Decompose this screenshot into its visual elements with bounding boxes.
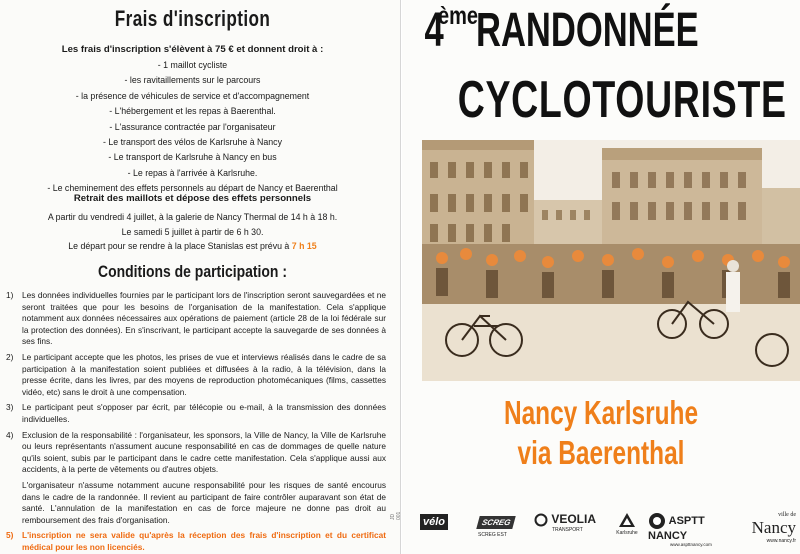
- condition-text: Exclusion de la responsabilité : l'organisateur, les sponsors, la Ville de Nancy, la Ville de Karlsruhe ou leurs représentants n'assument aucune responsabilité en cas de dommages de quelle nature qu'ils soient, subis par le participant dans le cadre cette manifestation. Cela s'applique aussi aux accidents, à la perte de vêtements ou d'autres objets.: [22, 429, 386, 475]
- condition-paragraph: L'organisateur n'assume notamment aucune responsabilité pour les risques de santé encourus dans le cadre de la randonnée. Il revient au participant de faire contrôler auparavant son état de santé. L'annulation de la manifestation en cas de force majeure ne donne pas droit au remboursement des frais d'organisation.: [22, 479, 386, 525]
- asptt-subtitle: www.aspttnancy.com: [670, 542, 712, 547]
- fees-item: - L'assurance contractée par l'organisateur: [109, 121, 276, 132]
- sponsor-ville-de-nancy-logo: [724, 512, 796, 544]
- nancy-logo-text: Nancy: [751, 518, 796, 537]
- velo-logo-text: vélo: [420, 514, 448, 530]
- fees-intro: Les frais d'inscription s'élèvent à 75 € et donnent droit à :: [61, 44, 324, 55]
- screg-logo-text: SCREG: [476, 516, 516, 529]
- asptt-icon: [648, 512, 666, 530]
- main-title-line2: CYCLOTOURISTE: [457, 71, 787, 129]
- retrait-title: Retrait des maillots et dépose des effets personnels: [73, 193, 312, 204]
- conditions-title: Conditions de participation :: [98, 262, 287, 281]
- veolia-subtitle: TRANSPORT: [552, 526, 583, 533]
- condition-item: [6, 402, 386, 425]
- sponsor-asptt-logo: [648, 512, 712, 547]
- condition-item-important: [6, 530, 386, 553]
- main-title-line1: [402, 2, 800, 68]
- fees-item: - Le repas à l'arrivée à Karlsruhe.: [127, 167, 258, 178]
- fees-item: - les ravitaillements sur le parcours: [124, 75, 261, 86]
- retrait-line: Le samedi 5 juillet à partir de 6 h 30.: [121, 226, 264, 237]
- sponsor-logos: [420, 512, 796, 547]
- conditions-list: [6, 290, 386, 554]
- retrait-section: [0, 210, 385, 254]
- karlsruhe-text: Karlsruhe: [616, 530, 638, 536]
- screg-subtitle: SCREG EST: [478, 532, 507, 538]
- asptt-logo-text: ASPTT NANCY: [648, 514, 705, 542]
- retrait-line: [0, 239, 385, 254]
- condition-item: [6, 430, 386, 476]
- condition-text: Le participant peut s'opposer par écrit, par télécopie ou e-mail, à la transmission des données individuelles.: [22, 402, 386, 424]
- fees-list: [0, 58, 385, 197]
- fees-item: - la présence de véhicules de service et d'accompagnement: [75, 90, 310, 101]
- condition-text: Les données individuelles fournies par le participant lors de l'inscription seront sauvegardées et ne seront traitées que pour les besoins de l'organisation de la manifestation. Cela s'applique notamment aux données nécessaires aux opérations de paiement (article 28 de la loi fédérale sur la protection des données). En s'inscrivant, le participant accepte la sauvegarde de ses données à ses fins.: [22, 290, 386, 347]
- sponsor-velo-logo: [420, 512, 454, 540]
- departure-time: 7 h 15: [291, 241, 317, 252]
- fees-item: - Le cheminement des effets personnels au départ de Nancy et Baerenthal: [47, 183, 338, 194]
- fees-item: - L'hébergement et les repas à Baerenthal.: [109, 106, 276, 117]
- photo-illustration: [422, 140, 800, 381]
- condition-number: 3): [6, 402, 14, 413]
- sponsor-veolia-logo: [534, 512, 604, 540]
- document-reference: JD 001: [390, 511, 402, 520]
- fees-item: - Le transport de Karlsruhe à Nancy en bus: [108, 152, 277, 163]
- veolia-logo-text: VEOLIA: [551, 512, 597, 526]
- sponsor-screg-logo: [478, 512, 526, 540]
- condition-text: Le participant accepte que les photos, les prises de vue et interviews réalisés dans le cadre de sa participation à la manifestation soient publiées et diffusées à la radio, à la télévision, dans la presse écrite, dans les livres, par des moyens de reproduction photomécaniques (films, cassettes vidéo, etc) sans le droit à une compensation.: [22, 351, 386, 397]
- title-suffix: ème: [438, 2, 479, 30]
- condition-text: L'inscription ne sera valide qu'après la réception des frais d'inscription et du certificat médical pour les non licenciés.: [22, 530, 386, 552]
- condition-number: 5): [6, 530, 14, 541]
- fees-item: - 1 maillot cycliste: [157, 60, 228, 70]
- route-line2: via Baerenthal: [517, 434, 685, 471]
- sponsor-karlsruhe-logo: [612, 512, 642, 540]
- condition-number: 4): [6, 429, 14, 440]
- condition-number: 1): [6, 290, 14, 300]
- title-number: 4: [424, 4, 444, 57]
- cyclists-photo: [422, 140, 800, 381]
- fees-item: - Le transport des vélos de Karlsruhe à Nancy: [103, 137, 282, 148]
- title-word-randonnee: RANDONNÉE: [475, 4, 699, 57]
- retrait-line: A partir du vendredi 4 juillet, à la galerie de Nancy Thermal de 14 h à 18 h.: [47, 212, 338, 222]
- condition-item: [6, 290, 386, 348]
- nancy-subtitle: www.nancy.fr: [766, 538, 796, 544]
- karlsruhe-icon: [618, 512, 636, 528]
- condition-number: 2): [6, 351, 14, 362]
- route-line1: Nancy Karlsruhe: [503, 394, 699, 431]
- nancy-prefix: ville de: [778, 512, 796, 518]
- condition-item: [6, 352, 386, 398]
- departure-text: Le départ pour se rendre à la place Stanislas est prévu à: [68, 241, 292, 252]
- veolia-icon: [534, 513, 548, 527]
- fees-title: Frais d'inscription: [114, 6, 271, 31]
- right-page: [402, 0, 800, 554]
